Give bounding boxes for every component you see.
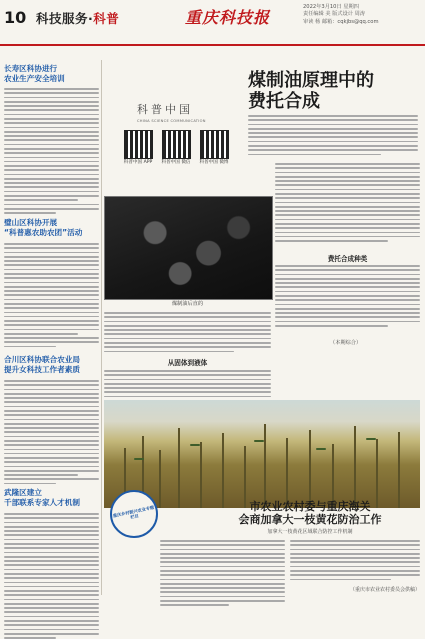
story-headline[interactable] bbox=[4, 355, 99, 375]
header-rule bbox=[0, 44, 425, 46]
article-credit: （重庆市农业农村委员会供稿） bbox=[350, 587, 421, 593]
story-body-text bbox=[4, 380, 99, 484]
article-credit: （本期综合） bbox=[330, 340, 362, 346]
left-news-column bbox=[4, 60, 99, 600]
story-headline[interactable] bbox=[4, 218, 99, 238]
page-number: 10 bbox=[4, 8, 27, 27]
qr-label: 科普中国 微信 bbox=[161, 160, 191, 165]
headline-line: 市农业农村委与重庆海关 bbox=[249, 500, 371, 513]
headline-line: “科普惠农助农团”活动 bbox=[4, 228, 83, 237]
article-body-text bbox=[104, 370, 271, 402]
headline-line: 长寿区科协进行 bbox=[4, 64, 58, 73]
issue-info bbox=[303, 4, 379, 26]
section-label-highlight: 科普 bbox=[93, 11, 120, 26]
logo-english-name: CHINA SCIENCE COMMUNICATION bbox=[137, 119, 206, 123]
news-subheadline: 加拿大一枝黄花区域联合防控工作机制 bbox=[267, 529, 353, 535]
headline-line: 农业生产安全培训 bbox=[4, 74, 65, 83]
feature-headline[interactable] bbox=[248, 70, 418, 112]
headline-line: 千部联系专家人才机制 bbox=[4, 498, 80, 507]
cornfield-photo bbox=[104, 400, 420, 508]
story-body-text bbox=[4, 88, 99, 214]
section-separator: · bbox=[88, 11, 94, 26]
article-body-text bbox=[275, 265, 420, 327]
article-subhead: 费托合成种类 bbox=[327, 255, 368, 263]
qr-code[interactable] bbox=[162, 130, 191, 159]
qr-code[interactable] bbox=[124, 130, 153, 159]
column-badge bbox=[110, 490, 158, 538]
qr-label: 科普中国 微博 bbox=[199, 160, 229, 165]
qr-code[interactable] bbox=[200, 130, 229, 159]
issue-info-line: 审读 杨 邮箱：cqkjbs@qq.com bbox=[303, 18, 379, 25]
photo-caption: 煤制油后直的 bbox=[171, 301, 204, 307]
newspaper-logo: 重庆科技报 bbox=[185, 8, 271, 27]
article-body-text bbox=[290, 540, 420, 580]
story-body-text bbox=[4, 243, 99, 347]
headline-line: 合川区科协联合农业局 bbox=[4, 355, 80, 364]
news-headline[interactable] bbox=[200, 500, 420, 526]
issue-info-line: 责任编辑 美 版式设计 周涛 bbox=[303, 11, 366, 18]
column-divider bbox=[101, 60, 102, 595]
logo-chinese-name: 科普中国 bbox=[137, 103, 193, 116]
column-badge-text: 重庆乡村振兴农业专题栏目 bbox=[112, 504, 155, 520]
article-body-text bbox=[275, 163, 420, 242]
issue-info-line: 2022年3月10日 星期四 bbox=[303, 4, 359, 10]
article-body-text bbox=[160, 540, 285, 606]
section-name bbox=[36, 9, 119, 27]
page-header bbox=[0, 0, 425, 60]
qr-label: 科普中国 APP bbox=[123, 160, 153, 165]
story-headline[interactable] bbox=[4, 488, 99, 508]
qr-code-row bbox=[120, 130, 240, 185]
headline-line: 璧山区科协开展 bbox=[4, 218, 58, 227]
headline-line: 会商加拿大一枝黄花防治工作 bbox=[238, 513, 382, 526]
headline-line: 武隆区建立 bbox=[4, 488, 42, 497]
article-subhead: 从固体到液体 bbox=[167, 359, 208, 367]
section-label: 科技服务 bbox=[36, 11, 89, 26]
story-body-text bbox=[4, 513, 99, 639]
science-org-logo bbox=[137, 101, 207, 123]
coal-photo bbox=[104, 196, 273, 300]
headline-line: 费托合成 bbox=[248, 91, 320, 112]
article-body-text bbox=[104, 312, 271, 352]
headline-line: 煤制油原理中的 bbox=[248, 70, 374, 91]
headline-line: 提升女科技工作者素质 bbox=[4, 365, 80, 374]
story-headline[interactable] bbox=[4, 64, 99, 84]
feature-lead-text bbox=[248, 115, 418, 155]
